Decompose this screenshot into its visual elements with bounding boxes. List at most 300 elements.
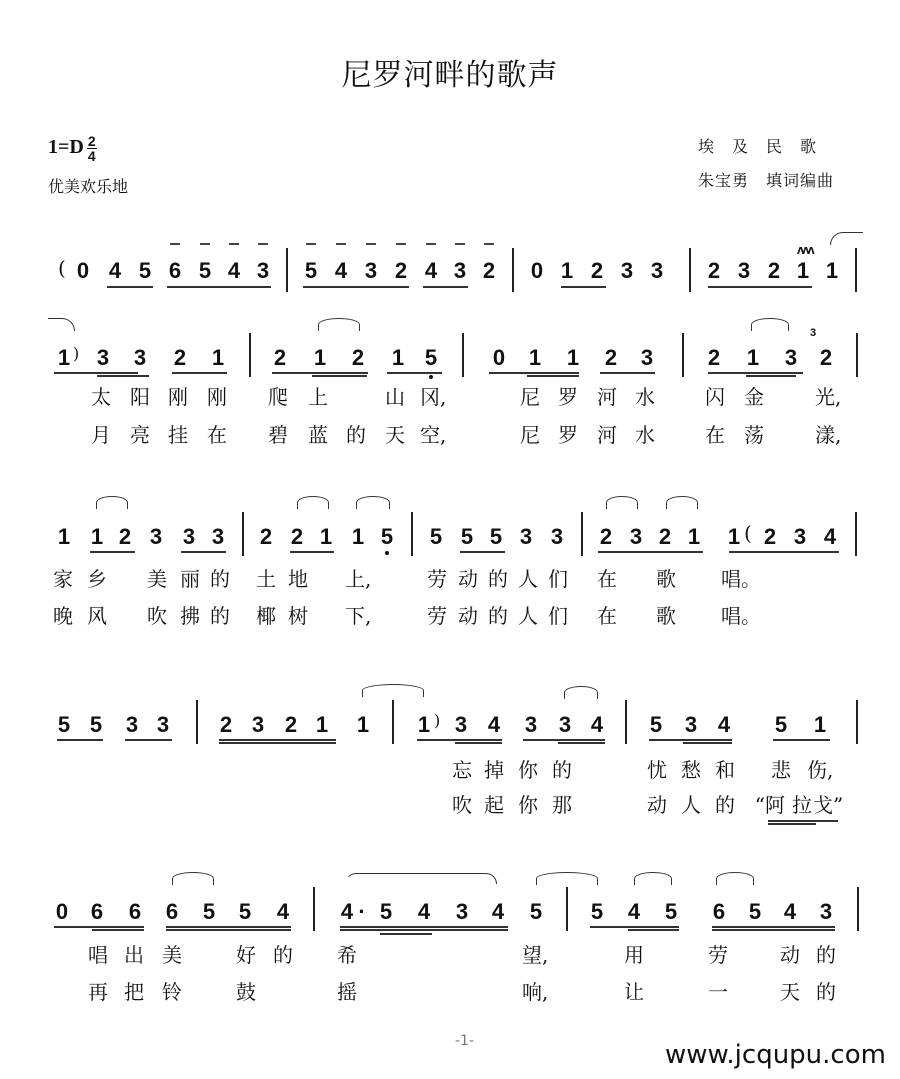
note: 5 bbox=[138, 258, 152, 283]
origin-credit: 埃 及 民 歌 bbox=[698, 137, 818, 156]
lyric: 歌 bbox=[656, 604, 676, 628]
lyric: 椰 bbox=[256, 604, 276, 628]
note: 5 bbox=[380, 524, 394, 549]
tie-mark bbox=[666, 496, 698, 509]
tempo-marking: 优美欢乐地 bbox=[48, 177, 129, 196]
note: 5 bbox=[424, 345, 438, 370]
lyric: 刚 bbox=[168, 385, 188, 409]
beam bbox=[290, 551, 334, 553]
note: 2 bbox=[819, 345, 833, 370]
low-octave-dot bbox=[385, 551, 389, 555]
lyric: 劳 bbox=[427, 567, 447, 591]
lyric: 在 bbox=[705, 423, 725, 447]
note: 1 bbox=[727, 524, 741, 549]
lyric: 一 bbox=[708, 980, 728, 1004]
bar-line bbox=[411, 512, 413, 556]
note: 2 bbox=[763, 524, 777, 549]
lyric: 响, bbox=[522, 980, 549, 1004]
arranger-credit: 朱宝勇 填词编曲 bbox=[698, 171, 835, 190]
lyric: 的 bbox=[346, 423, 366, 447]
tie-mark bbox=[48, 318, 75, 331]
lyric: 的 bbox=[816, 980, 836, 1004]
open-paren: ( bbox=[58, 256, 66, 280]
lyric: 鼓 bbox=[236, 980, 256, 1004]
bar-line bbox=[286, 248, 288, 292]
key-signature bbox=[48, 134, 97, 163]
lyric: 在 bbox=[207, 423, 227, 447]
note: 0 bbox=[55, 899, 69, 924]
beam bbox=[92, 929, 144, 931]
note: 2 bbox=[273, 345, 287, 370]
beam bbox=[649, 739, 732, 741]
lyric: 你 bbox=[518, 793, 538, 817]
note: 3 bbox=[784, 345, 798, 370]
tie-mark bbox=[297, 496, 329, 509]
lyric: 动 bbox=[780, 943, 800, 967]
note: 5 bbox=[89, 712, 103, 737]
lyric: 动 bbox=[458, 567, 478, 591]
lyric: 美 bbox=[162, 943, 182, 967]
lyric: 忧 bbox=[647, 758, 667, 782]
beam bbox=[303, 286, 409, 288]
note: 4 bbox=[717, 712, 731, 737]
note: 1 bbox=[687, 524, 701, 549]
note: 5 bbox=[379, 899, 393, 924]
note: 1 bbox=[319, 524, 333, 549]
lyric: 树 bbox=[288, 604, 308, 628]
note: 6 bbox=[165, 899, 179, 924]
augmentation-dot: · bbox=[358, 899, 366, 924]
lyric: 水 bbox=[635, 423, 655, 447]
lyric: 吹 bbox=[452, 793, 472, 817]
close-paren: ) bbox=[434, 711, 441, 730]
note: 1 bbox=[825, 258, 839, 283]
beam bbox=[181, 551, 226, 553]
lyric: 铃 bbox=[162, 980, 182, 1004]
lyric: 动 bbox=[647, 793, 667, 817]
tie-mark bbox=[751, 318, 789, 331]
beam bbox=[57, 739, 103, 741]
lyric: 的 bbox=[210, 604, 230, 628]
note: 3 bbox=[519, 524, 533, 549]
note: 2 bbox=[394, 258, 408, 283]
note: 2 bbox=[173, 345, 187, 370]
note: 2 bbox=[290, 524, 304, 549]
tie-mark bbox=[96, 496, 128, 509]
lyric: 们 bbox=[548, 567, 568, 591]
note: 6 bbox=[90, 899, 104, 924]
beam bbox=[387, 372, 442, 374]
beam bbox=[166, 929, 291, 931]
note: 3 bbox=[211, 524, 225, 549]
note: 2 bbox=[604, 345, 618, 370]
lyric: 蓝 bbox=[308, 423, 328, 447]
note: 4 bbox=[340, 899, 354, 924]
note: 5 bbox=[529, 899, 543, 924]
note: 2 bbox=[219, 712, 233, 737]
note: 2 bbox=[259, 524, 273, 549]
note: 0 bbox=[76, 258, 90, 283]
lyric: 拉 bbox=[792, 793, 812, 817]
beam bbox=[219, 742, 336, 744]
lyric: 乡 bbox=[87, 567, 107, 591]
lyric: 在 bbox=[597, 567, 617, 591]
lyric: 那 bbox=[552, 793, 572, 817]
beam bbox=[598, 551, 703, 553]
note: 4 bbox=[491, 899, 505, 924]
beam bbox=[712, 929, 835, 931]
lyric: 刚 bbox=[207, 385, 227, 409]
note: 2 bbox=[118, 524, 132, 549]
note: 1 bbox=[528, 345, 542, 370]
note: 3 bbox=[125, 712, 139, 737]
note: 4 bbox=[424, 258, 438, 283]
bar-line bbox=[196, 700, 198, 744]
beam bbox=[708, 286, 812, 288]
page-number: -1- bbox=[455, 1033, 475, 1049]
lyric: 太 bbox=[91, 385, 111, 409]
lyric: 唱 bbox=[88, 943, 108, 967]
note: 5 bbox=[304, 258, 318, 283]
note: 3 bbox=[156, 712, 170, 737]
note: 1 bbox=[211, 345, 225, 370]
note: 6 bbox=[712, 899, 726, 924]
note: 1 bbox=[746, 345, 760, 370]
lyric: 美 bbox=[147, 567, 167, 591]
note: 3 bbox=[640, 345, 654, 370]
lyric: 把 bbox=[124, 980, 144, 1004]
note: 5 bbox=[664, 899, 678, 924]
beam bbox=[167, 286, 271, 288]
tie-mark bbox=[362, 684, 424, 697]
lyric: 光, bbox=[815, 385, 842, 409]
bar-line bbox=[682, 333, 684, 377]
lyric: 戈” bbox=[813, 793, 844, 817]
lyric: 的 bbox=[715, 793, 735, 817]
lyric: 阳 bbox=[130, 385, 150, 409]
lyric: 让 bbox=[624, 980, 644, 1004]
note: 1 bbox=[57, 524, 71, 549]
lyric: 的 bbox=[488, 567, 508, 591]
lyric: 忘 bbox=[452, 758, 472, 782]
beam bbox=[729, 551, 839, 553]
lyric: 山 bbox=[385, 385, 405, 409]
bar-line bbox=[855, 248, 857, 292]
lyric: 金 bbox=[744, 385, 764, 409]
lyric: 罗 bbox=[558, 385, 578, 409]
note: 3 bbox=[550, 524, 564, 549]
time-signature: $\frac{2}{4}$ bbox=[87, 133, 96, 164]
lyric: 河 bbox=[597, 385, 617, 409]
note: 3 bbox=[453, 258, 467, 283]
note: 1 bbox=[351, 524, 365, 549]
note: 5 bbox=[649, 712, 663, 737]
note: 0 bbox=[492, 345, 506, 370]
bar-line bbox=[392, 700, 394, 744]
lyric: 望, bbox=[522, 943, 549, 967]
tie-mark bbox=[716, 872, 754, 885]
lyric: 下, bbox=[345, 604, 372, 628]
note: 3 bbox=[737, 258, 751, 283]
lyric: 和 bbox=[715, 758, 735, 782]
note: 3 bbox=[149, 524, 163, 549]
beam bbox=[561, 286, 606, 288]
note: 3 bbox=[133, 345, 147, 370]
lyric: 上 bbox=[308, 385, 328, 409]
lyric: 再 bbox=[88, 980, 108, 1004]
lyric: 唱。 bbox=[721, 567, 761, 591]
note: 4 bbox=[627, 899, 641, 924]
lyric: 天 bbox=[385, 423, 405, 447]
lyric: 人 bbox=[518, 567, 538, 591]
lyric: 出 bbox=[124, 943, 144, 967]
lyric: 劳 bbox=[427, 604, 447, 628]
note: 3 bbox=[96, 345, 110, 370]
note: 3 bbox=[364, 258, 378, 283]
lyric: 水 bbox=[635, 385, 655, 409]
lyric: 拂 bbox=[180, 604, 200, 628]
beam bbox=[90, 551, 135, 553]
note: 0 bbox=[530, 258, 544, 283]
note: 5 bbox=[429, 524, 443, 549]
slur-mark bbox=[345, 873, 497, 884]
note: 1 bbox=[315, 712, 329, 737]
lyric: 起 bbox=[484, 793, 504, 817]
key-label: 1=D bbox=[48, 136, 84, 159]
beam bbox=[628, 929, 679, 931]
bar-line bbox=[625, 700, 627, 744]
note: 4 bbox=[276, 899, 290, 924]
note: 5 bbox=[489, 524, 503, 549]
tie-mark bbox=[536, 872, 598, 885]
beam bbox=[558, 742, 605, 744]
lyric: 挂 bbox=[168, 423, 188, 447]
lyric: 摇 bbox=[337, 980, 357, 1004]
lyric: 爬 bbox=[268, 385, 288, 409]
beam bbox=[125, 739, 172, 741]
beam bbox=[683, 742, 732, 744]
note: 3 bbox=[650, 258, 664, 283]
beam bbox=[489, 372, 579, 374]
note: 1 bbox=[57, 345, 71, 370]
lyric: 碧 bbox=[268, 423, 288, 447]
note: 2 bbox=[707, 258, 721, 283]
note: 6 bbox=[128, 899, 142, 924]
lyric: 丽 bbox=[180, 567, 200, 591]
note: 4 bbox=[108, 258, 122, 283]
lyric: 劳 bbox=[708, 943, 728, 967]
lyric: 悲 bbox=[771, 758, 791, 782]
beam bbox=[107, 286, 153, 288]
beam bbox=[219, 739, 336, 741]
note: 4 bbox=[823, 524, 837, 549]
lyric: 人 bbox=[681, 793, 701, 817]
beam bbox=[340, 929, 508, 931]
tie-mark bbox=[356, 496, 390, 509]
song-title: 尼罗河畔的歌声 bbox=[341, 58, 559, 93]
lyric: 吹 bbox=[147, 604, 167, 628]
watermark: www.jcqupu.com bbox=[665, 1040, 886, 1070]
note: 2 bbox=[590, 258, 604, 283]
note: 3 bbox=[620, 258, 634, 283]
note: 2 bbox=[658, 524, 672, 549]
beam bbox=[97, 375, 149, 377]
lyric: 们 bbox=[548, 604, 568, 628]
lyric: 人 bbox=[518, 604, 538, 628]
note: 1 bbox=[313, 345, 327, 370]
beam bbox=[166, 926, 291, 928]
lyric: 风 bbox=[87, 604, 107, 628]
lyric: 晚 bbox=[53, 604, 73, 628]
beam bbox=[523, 739, 605, 741]
note: 4 bbox=[487, 712, 501, 737]
trill-mordent-icon: ʌʌʌ bbox=[797, 242, 813, 257]
beam bbox=[312, 375, 367, 377]
lyric: 罗 bbox=[558, 423, 578, 447]
beam bbox=[712, 926, 835, 928]
lyric: 荡 bbox=[744, 423, 764, 447]
lyric: 唱。 bbox=[721, 604, 761, 628]
note: 6 bbox=[168, 258, 182, 283]
beam bbox=[460, 551, 505, 553]
bar-line bbox=[581, 512, 583, 556]
note: 3 bbox=[455, 899, 469, 924]
lyric: 好 bbox=[236, 943, 256, 967]
beam bbox=[455, 742, 502, 744]
close-paren: ) bbox=[73, 344, 80, 363]
tie-mark bbox=[318, 318, 360, 331]
beam bbox=[773, 739, 830, 741]
note: 3 bbox=[182, 524, 196, 549]
beam bbox=[172, 372, 227, 374]
bar-line bbox=[856, 700, 858, 744]
note: 5 bbox=[460, 524, 474, 549]
note: 1 bbox=[391, 345, 405, 370]
note: 4 bbox=[590, 712, 604, 737]
lyric: 漾, bbox=[815, 423, 842, 447]
note: 5 bbox=[202, 899, 216, 924]
lyric: 歌 bbox=[656, 567, 676, 591]
note: 3 bbox=[629, 524, 643, 549]
beam bbox=[380, 933, 432, 935]
note: 1 bbox=[813, 712, 827, 737]
note: 2 bbox=[767, 258, 781, 283]
lyric: 掉 bbox=[484, 758, 504, 782]
note: 3 bbox=[793, 524, 807, 549]
lyric: 愁 bbox=[681, 758, 701, 782]
note: 3 bbox=[558, 712, 572, 737]
tie-mark bbox=[172, 872, 214, 885]
note: 1 bbox=[356, 712, 370, 737]
lyric-underline bbox=[768, 820, 838, 822]
beam bbox=[272, 372, 368, 374]
lyric: 冈, bbox=[420, 385, 447, 409]
lyric: 你 bbox=[518, 758, 538, 782]
lyric: 天 bbox=[780, 980, 800, 1004]
lyric: 用 bbox=[624, 943, 644, 967]
note: 1 bbox=[566, 345, 580, 370]
note: 5 bbox=[238, 899, 252, 924]
tie-mark bbox=[606, 496, 638, 509]
note: 2 bbox=[284, 712, 298, 737]
note: 5 bbox=[198, 258, 212, 283]
note: 4 bbox=[417, 899, 431, 924]
open-paren: ( bbox=[744, 521, 752, 545]
bar-line bbox=[855, 512, 857, 556]
beam bbox=[527, 375, 579, 377]
lyric: 亮 bbox=[130, 423, 150, 447]
lyric: 闪 bbox=[705, 385, 725, 409]
note: 3 bbox=[684, 712, 698, 737]
note: 3 bbox=[251, 712, 265, 737]
lyric-underline bbox=[768, 823, 816, 825]
beam bbox=[417, 739, 502, 741]
lyric: 空, bbox=[420, 423, 447, 447]
note: 1 bbox=[90, 524, 104, 549]
bar-line bbox=[242, 512, 244, 556]
note: 2 bbox=[707, 345, 721, 370]
note: 1 bbox=[560, 258, 574, 283]
note: 3 bbox=[819, 899, 833, 924]
tie-mark bbox=[830, 232, 863, 245]
note: 5 bbox=[590, 899, 604, 924]
note: 2 bbox=[599, 524, 613, 549]
lyric: 的 bbox=[210, 567, 230, 591]
bar-line bbox=[857, 887, 859, 931]
lyric: 家 bbox=[53, 567, 73, 591]
lyric: 月 bbox=[91, 423, 111, 447]
note: 4 bbox=[783, 899, 797, 924]
lyric: 的 bbox=[816, 943, 836, 967]
note: 5 bbox=[57, 712, 71, 737]
beam bbox=[600, 372, 655, 374]
note: 5 bbox=[774, 712, 788, 737]
lyric: 在 bbox=[597, 604, 617, 628]
bar-line bbox=[566, 887, 568, 931]
lyric: 的 bbox=[552, 758, 572, 782]
bar-line bbox=[249, 333, 251, 377]
beam bbox=[590, 926, 679, 928]
note: 3 bbox=[524, 712, 538, 737]
lyric: 土 bbox=[256, 567, 276, 591]
lyric: 尼 bbox=[520, 423, 540, 447]
note: 2 bbox=[351, 345, 365, 370]
bar-line bbox=[856, 333, 858, 377]
note: 4 bbox=[334, 258, 348, 283]
note: 3 bbox=[256, 258, 270, 283]
lyric: “阿 bbox=[754, 793, 785, 817]
lyric: 的 bbox=[488, 604, 508, 628]
bar-line bbox=[462, 333, 464, 377]
low-octave-dot bbox=[429, 375, 433, 379]
beam bbox=[423, 286, 468, 288]
lyric: 河 bbox=[597, 423, 617, 447]
beam bbox=[54, 372, 138, 374]
bar-line bbox=[313, 887, 315, 931]
beam bbox=[54, 926, 144, 928]
beam bbox=[340, 926, 508, 928]
lyric: 尼 bbox=[520, 385, 540, 409]
lyric: 上, bbox=[345, 567, 372, 591]
grace-note: 3 bbox=[810, 327, 817, 339]
note: 5 bbox=[748, 899, 762, 924]
lyric: 伤, bbox=[807, 758, 834, 782]
tie-mark bbox=[564, 686, 598, 699]
lyric: 的 bbox=[273, 943, 293, 967]
note: 4 bbox=[227, 258, 241, 283]
lyric: 希 bbox=[337, 943, 357, 967]
beam bbox=[708, 372, 803, 374]
